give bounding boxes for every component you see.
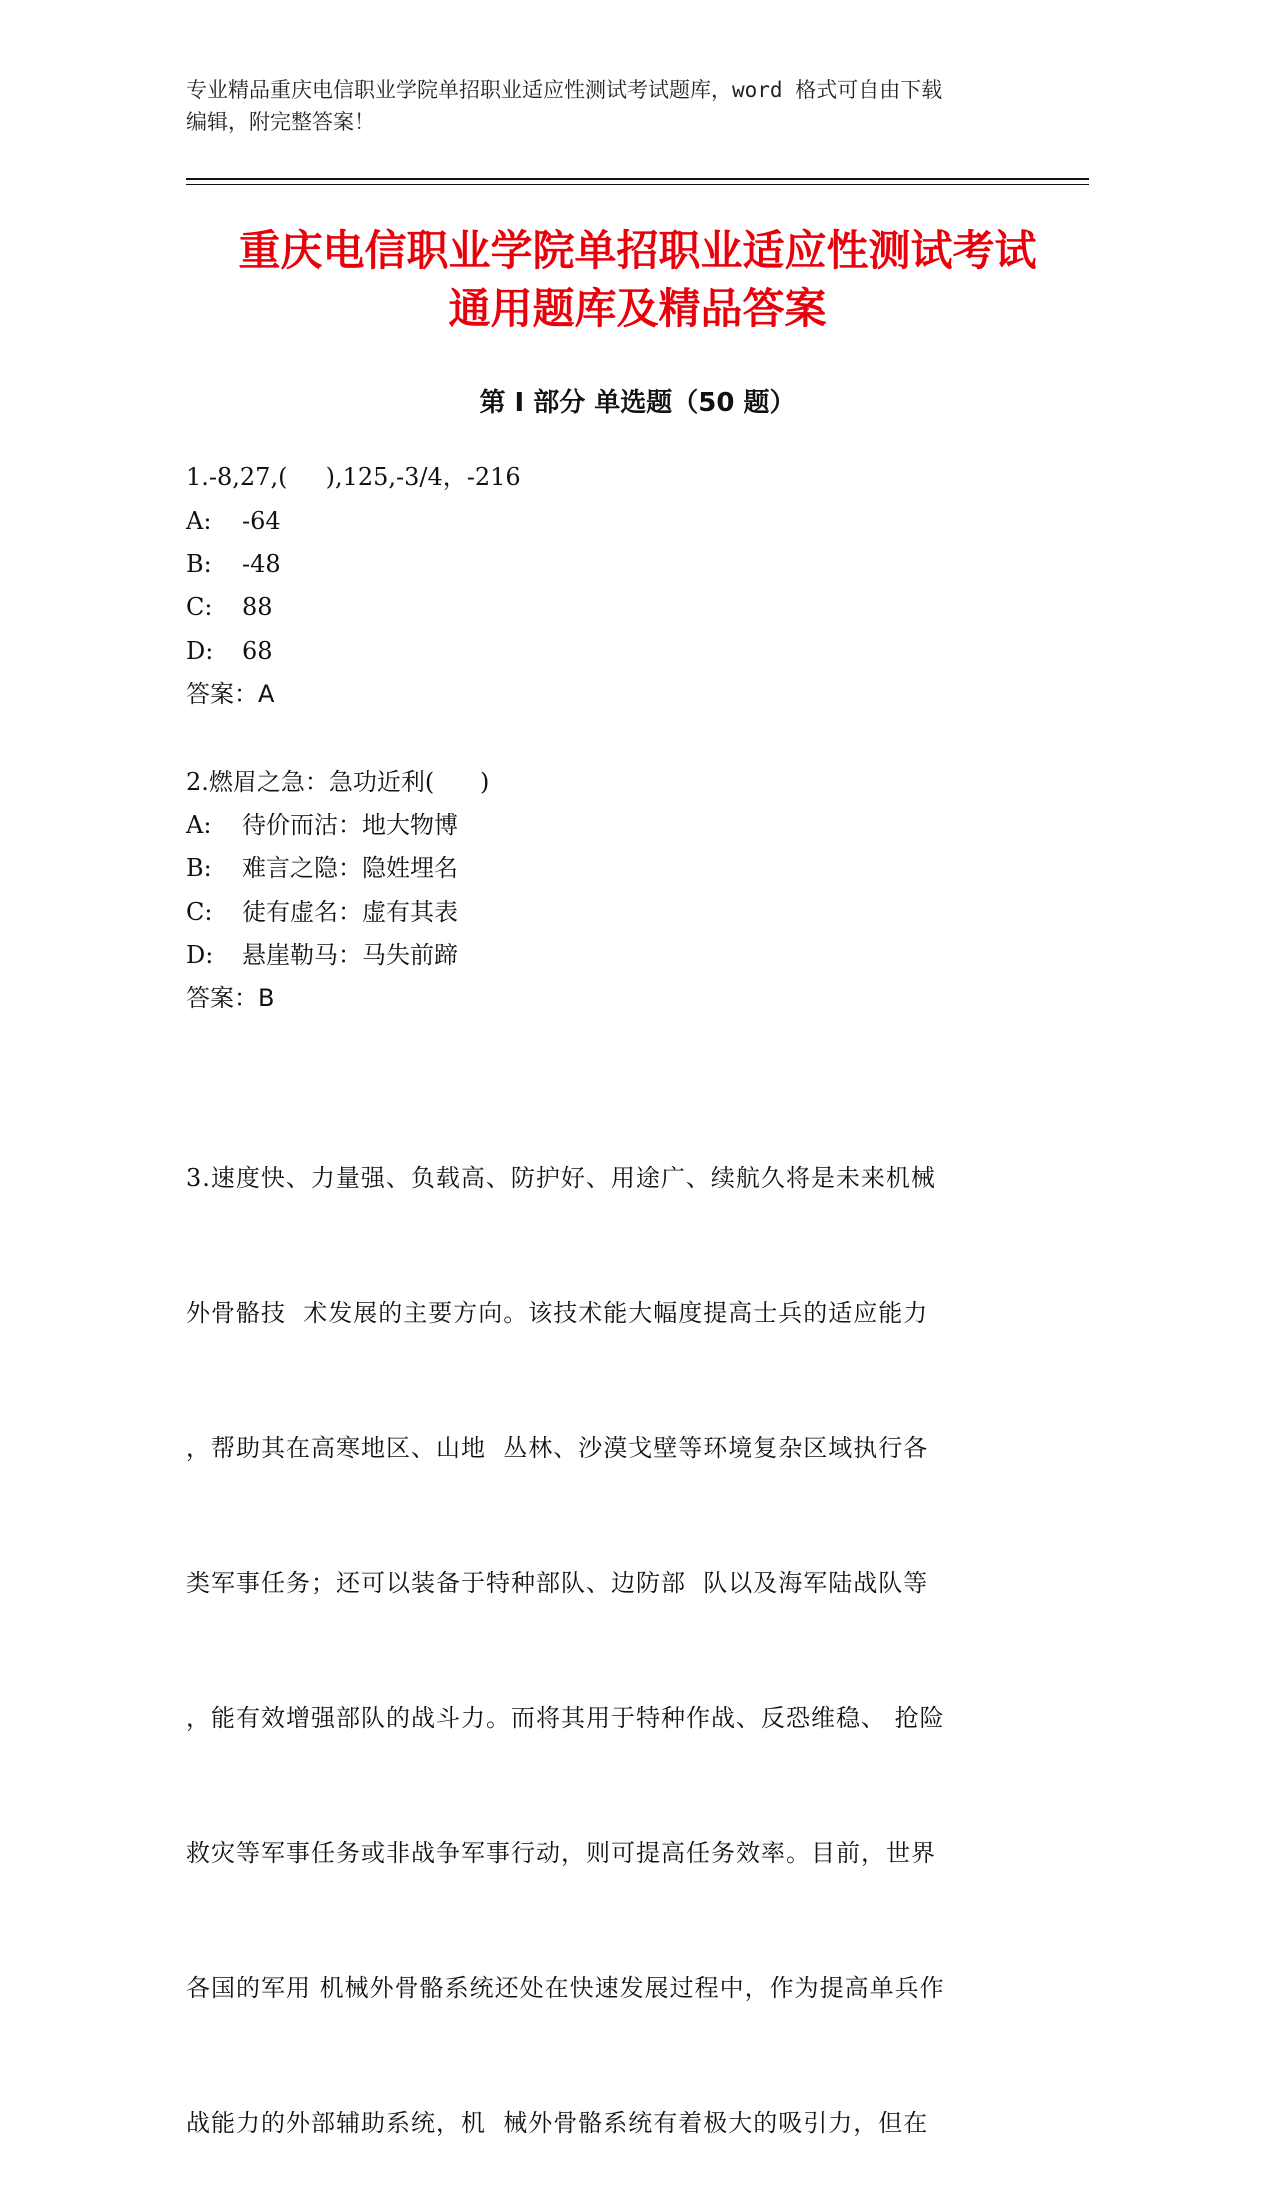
- question-2-option-a: [186, 808, 458, 842]
- paragraph-line: 类军事任务；还可以装备于特种部队、边防部 队以及海军陆战队等: [186, 1569, 929, 1597]
- paragraph-line: ，帮助其在高寒地区、山地 丛林、沙漠戈壁等环境复杂区域执行各: [186, 1434, 929, 1462]
- option-text: 88: [242, 593, 273, 621]
- header-note: [186, 74, 1086, 138]
- option-text: 难言之隐：隐姓埋名: [242, 854, 458, 882]
- option-letter: D:: [186, 637, 214, 665]
- question-1-option-b: [186, 547, 281, 581]
- paragraph-line: ，能有效增强部队的战斗力。而将其用于特种作战、反恐维稳、 抢险: [186, 1704, 945, 1732]
- question-2-answer: 答案：B: [186, 984, 275, 1012]
- question-1-option-a: [186, 504, 281, 538]
- paragraph-line: 3.速度快、力量强、负载高、防护好、用途广、续航久将是未来机械: [186, 1164, 936, 1192]
- header-rule-thin: [186, 184, 1089, 185]
- header-note-line-2: 编辑，附完整答案！: [186, 110, 375, 134]
- section-title: 第 I 部分 单选题（50 题）: [479, 388, 796, 418]
- header-rule-thick: [186, 178, 1089, 180]
- question-3-paragraph: [186, 1066, 1086, 2191]
- question-1-answer: 答案：A: [186, 680, 275, 708]
- option-letter: A:: [186, 507, 212, 535]
- document-title-line-1: 重庆电信职业学院单招职业适应性测试考试: [238, 226, 1037, 275]
- option-letter: B:: [186, 854, 212, 882]
- paragraph-line: 救灾等军事任务或非战争军事行动，则可提高任务效率。目前，世界: [186, 1839, 936, 1867]
- paragraph-line: 战能力的外部辅助系统，机 械外骨骼系统有着极大的吸引力，但在: [186, 2109, 929, 2137]
- option-text: 68: [242, 637, 273, 665]
- question-2-option-c: [186, 895, 458, 929]
- option-text: 悬崖勒马：马失前蹄: [242, 941, 458, 969]
- option-letter: C:: [186, 593, 213, 621]
- option-text: -64: [242, 507, 281, 535]
- question-1-option-d: [186, 634, 273, 668]
- question-2-option-b: [186, 851, 458, 885]
- option-text: 徒有虚名：虚有其表: [242, 898, 458, 926]
- paragraph-line: 外骨骼技 术发展的主要方向。该技术能大幅度提高士兵的适应能力: [186, 1299, 929, 1327]
- option-letter: B:: [186, 550, 212, 578]
- header-note-line-1: 专业精品重庆电信职业学院单招职业适应性测试考试题库，word 格式可自由下载: [186, 78, 943, 102]
- paragraph-line: 各国的军用 机械外骨骼系统还处在快速发展过程中，作为提高单兵作: [186, 1974, 945, 2002]
- option-letter: C:: [186, 898, 213, 926]
- document-title: [160, 222, 1115, 338]
- option-text: 待价而沽：地大物博: [242, 811, 458, 839]
- question-2-option-d: [186, 938, 458, 972]
- question-1-option-c: [186, 590, 273, 624]
- option-text: -48: [242, 550, 281, 578]
- option-letter: A:: [186, 811, 212, 839]
- document-title-line-2: 通用题库及精品答案: [448, 284, 827, 333]
- question-1-stem: 1.-8,27,( ),125,-3/4，-216: [186, 463, 521, 491]
- question-2-stem: 2.燃眉之急：急功近利( ): [186, 768, 490, 796]
- option-letter: D:: [186, 941, 214, 969]
